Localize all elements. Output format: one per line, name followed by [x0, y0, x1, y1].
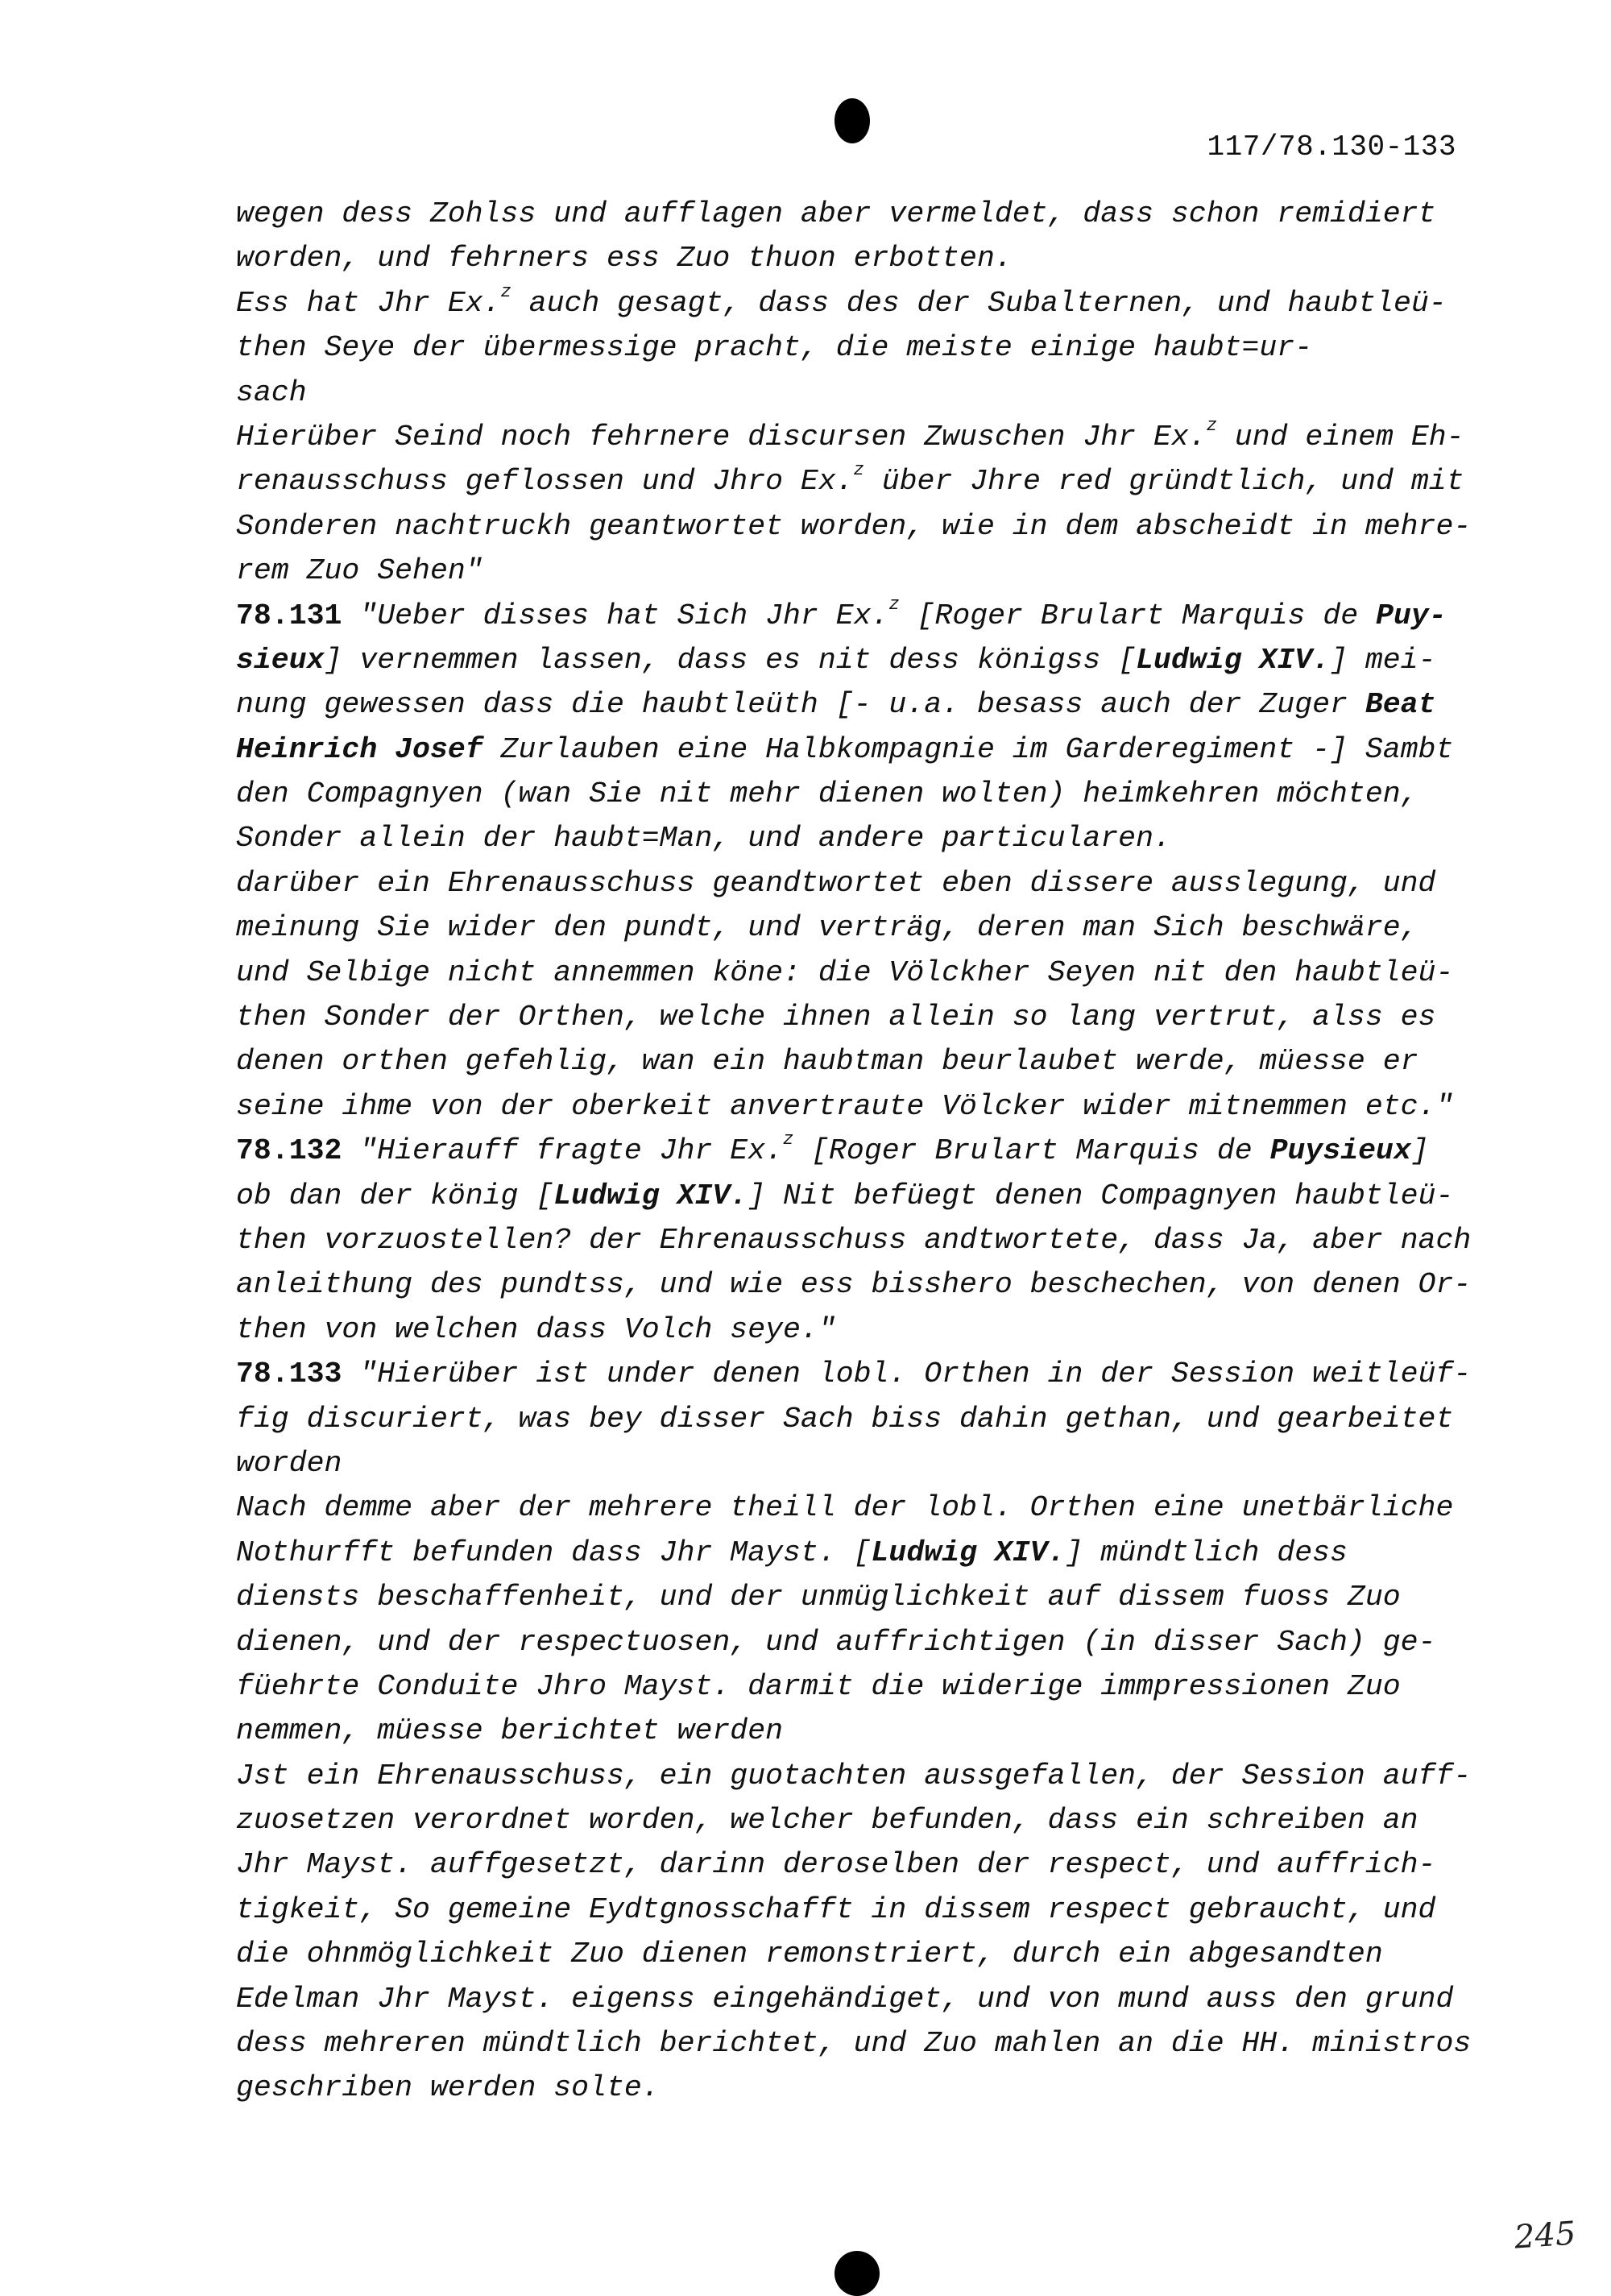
text-segment: ] mündtlich dess	[1065, 1536, 1348, 1569]
text-segment: Edelman Jhr Mayst. eigenss eingehändiget, und von mund auss den grund	[236, 1982, 1454, 2016]
text-line	[236, 995, 1493, 1039]
text-segment: und einem Eh-	[1216, 420, 1464, 454]
text-segment: diensts beschaffenheit, und der unmüglichkeit auf dissem fuoss Zuo	[236, 1581, 1401, 1614]
text-line	[236, 1397, 1493, 1441]
text-segment: meinung Sie wider den pundt, und verträg, deren man Sich beschwäre,	[236, 911, 1418, 945]
text-line	[236, 861, 1493, 906]
bold-text: Ludwig XIV.	[1136, 643, 1331, 677]
text-line	[236, 816, 1493, 860]
text-segment: und Selbige nicht annemmen köne: die Völckher Seyen nit den haubtleü-	[236, 955, 1454, 989]
bold-text: Puy-	[1376, 599, 1447, 632]
text-line	[236, 459, 1493, 504]
punch-hole-mark-bottom	[834, 2251, 880, 2296]
text-segment: "Hierüber ist under denen lobl. Orthen in der Session weitleüf-	[342, 1357, 1472, 1391]
text-segment: Nothurfft befunden dass Jhr Mayst. [	[236, 1536, 872, 1569]
text-segment: geschriben werden solte.	[236, 2071, 660, 2105]
text-segment: ob dan der könig [	[236, 1179, 554, 1212]
text-segment: then Seye der übermessige pracht, die meiste einige haubt=ur-	[236, 331, 1313, 365]
text-segment: Jhr Mayst. auffgesetzt, darinn deroselben der respect, und auffrich-	[236, 1848, 1436, 1882]
text-segment: füehrte Conduite Jhro Mayst. darmit die widerige immpressionen Zuo	[236, 1669, 1401, 1703]
text-segment: dienen, und der respectuosen, und auffrichtigen (in disser Sach) ge-	[236, 1625, 1436, 1659]
text-line	[236, 192, 1493, 236]
text-segment: renausschuss geflossen und Jhro Ex.	[236, 465, 854, 499]
bold-text: 78.132	[236, 1134, 342, 1168]
bold-text: Ludwig XIV.	[871, 1536, 1066, 1569]
text-segment: Sonderen nachtruckh geantwortet worden, wie in dem abscheidt in mehre-	[236, 509, 1472, 543]
text-segment: über Jhre red gründtlich, und mit	[863, 465, 1464, 499]
text-segment: worden, und fehrners ess Zuo thuon erbotten.	[236, 242, 1013, 276]
text-segment: nung gewessen dass die haubtleüth [- u.a. besass auch der Zuger	[236, 688, 1365, 722]
text-segment: "Ueber disses hat Sich Jhr Ex.	[342, 599, 889, 632]
bold-text: sieux	[236, 643, 325, 677]
text-line	[236, 1084, 1493, 1129]
text-line	[236, 549, 1493, 593]
text-line	[236, 727, 1493, 772]
text-segment: auch gesagt, dass des der Subalternen, und haubtleü-	[511, 286, 1447, 320]
text-line	[236, 1218, 1493, 1262]
text-line	[236, 371, 1493, 415]
text-segment: denen orthen gefehlig, wan ein haubtman beurlaubet werde, müesse er	[236, 1045, 1418, 1079]
text-line	[236, 1888, 1493, 1932]
text-line	[236, 1262, 1493, 1307]
bold-text: Ludwig XIV.	[553, 1179, 748, 1212]
bold-text: 78.131	[236, 599, 342, 632]
text-segment: ] vernemmen lassen, dass es nit dess königss [	[324, 643, 1137, 677]
text-line	[236, 682, 1493, 727]
text-segment: rem Zuo Sehen"	[236, 554, 483, 588]
text-line	[236, 772, 1493, 816]
text-segment: wegen dess Zohlss und aufflagen aber vermeldet, dass schon remidiert	[236, 197, 1436, 230]
superscript: z	[1206, 415, 1217, 436]
bold-text: 78.133	[236, 1357, 342, 1391]
superscript: z	[853, 460, 864, 481]
text-line	[236, 1129, 1493, 1173]
text-line	[236, 236, 1493, 280]
text-line	[236, 1308, 1493, 1352]
text-segment: worden	[236, 1446, 342, 1480]
bold-text: Heinrich Josef	[236, 732, 483, 766]
text-segment: [Roger Brulart Marquis de	[793, 1134, 1270, 1168]
superscript: z	[783, 1129, 794, 1150]
text-segment: den Compagnyen (wan Sie nit mehr dienen wolten) heimkehren möchten,	[236, 777, 1418, 811]
text-line	[236, 325, 1493, 370]
text-segment: ] mei-	[1330, 643, 1436, 677]
bold-text: Beat	[1365, 688, 1436, 722]
text-segment: Jst ein Ehrenausschuss, ein guotachten aussgefallen, der Session auff-	[236, 1759, 1472, 1792]
superscript: z	[888, 594, 900, 615]
text-line	[236, 1620, 1493, 1664]
text-line	[236, 1486, 1493, 1530]
text-segment: Nach demme aber der mehrere theill der lobl. Orthen eine unetbärliche	[236, 1491, 1454, 1525]
text-segment: Hierüber Seind noch fehrnere discursen Zwuschen Jhr Ex.	[236, 420, 1207, 454]
handwritten-page-number: 245	[1513, 2215, 1577, 2257]
text-line	[236, 1441, 1493, 1486]
document-body	[236, 192, 1493, 2111]
document-reference: 117/78.130-133	[1207, 131, 1456, 164]
text-segment: ]	[1410, 1134, 1429, 1168]
text-line	[236, 1039, 1493, 1084]
text-line	[236, 415, 1493, 459]
text-segment: anleithung des pundtss, und wie ess bisshero beschechen, von denen Or-	[236, 1268, 1472, 1302]
text-line	[236, 1932, 1493, 1976]
text-segment: tigkeit, So gemeine Eydtgnosschafft in dissem respect gebraucht, und	[236, 1892, 1436, 1926]
text-line	[236, 1754, 1493, 1798]
text-line	[236, 2066, 1493, 2110]
text-segment: "Hierauff fragte Jhr Ex.	[342, 1134, 784, 1168]
text-line	[236, 1575, 1493, 1619]
text-segment: dess mehreren mündtlich berichtet, und Zuo mahlen an die HH. ministros	[236, 2027, 1472, 2061]
text-line	[236, 1977, 1493, 2021]
text-line	[236, 906, 1493, 950]
text-line	[236, 281, 1493, 325]
text-segment: seine ihme von der oberkeit anvertraute Völcker wider mitnemmen etc."	[236, 1089, 1454, 1123]
text-line	[236, 951, 1493, 995]
text-segment: [Roger Brulart Marquis de	[899, 599, 1377, 632]
text-segment: die ohnmöglichkeit Zuo dienen remonstriert, durch ein abgesandten	[236, 1938, 1383, 1971]
text-segment: fig discuriert, was bey disser Sach biss dahin gethan, und gearbeitet	[236, 1402, 1454, 1436]
text-segment: zuosetzen verordnet worden, welcher befunden, dass ein schreiben an	[236, 1804, 1418, 1838]
text-line	[236, 638, 1493, 682]
text-segment: ] Nit befüegt denen Compagnyen haubtleü-	[748, 1179, 1454, 1212]
text-segment: then vorzuostellen? der Ehrenausschuss andtwortete, dass Ja, aber nach	[236, 1223, 1472, 1257]
text-line	[236, 504, 1493, 549]
text-segment: nemmen, müesse berichtet werden	[236, 1714, 784, 1748]
text-segment: Zurlauben eine Halbkompagnie im Garderegiment -] Sambt	[482, 732, 1454, 766]
superscript: z	[500, 281, 511, 302]
text-segment: then von welchen dass Volch seye."	[236, 1312, 836, 1346]
text-line	[236, 1664, 1493, 1709]
text-line	[236, 1798, 1493, 1842]
text-segment: then Sonder der Orthen, welche ihnen allein so lang vertrut, alss es	[236, 1001, 1436, 1034]
text-segment: Ess hat Jhr Ex.	[236, 286, 501, 320]
text-line	[236, 2021, 1493, 2066]
text-line	[236, 1174, 1493, 1218]
text-segment: sach	[236, 375, 307, 409]
text-segment: darüber ein Ehrenausschuss geandtwortet eben dissere ausslegung, und	[236, 866, 1436, 900]
text-line	[236, 1842, 1493, 1887]
bold-text: Puysieux	[1269, 1134, 1411, 1168]
text-line	[236, 1352, 1493, 1396]
punch-hole-mark-top	[834, 98, 870, 143]
text-line	[236, 1531, 1493, 1575]
text-line	[236, 594, 1493, 638]
text-line	[236, 1709, 1493, 1753]
text-segment: Sonder allein der haubt=Man, und andere particularen.	[236, 822, 1171, 856]
